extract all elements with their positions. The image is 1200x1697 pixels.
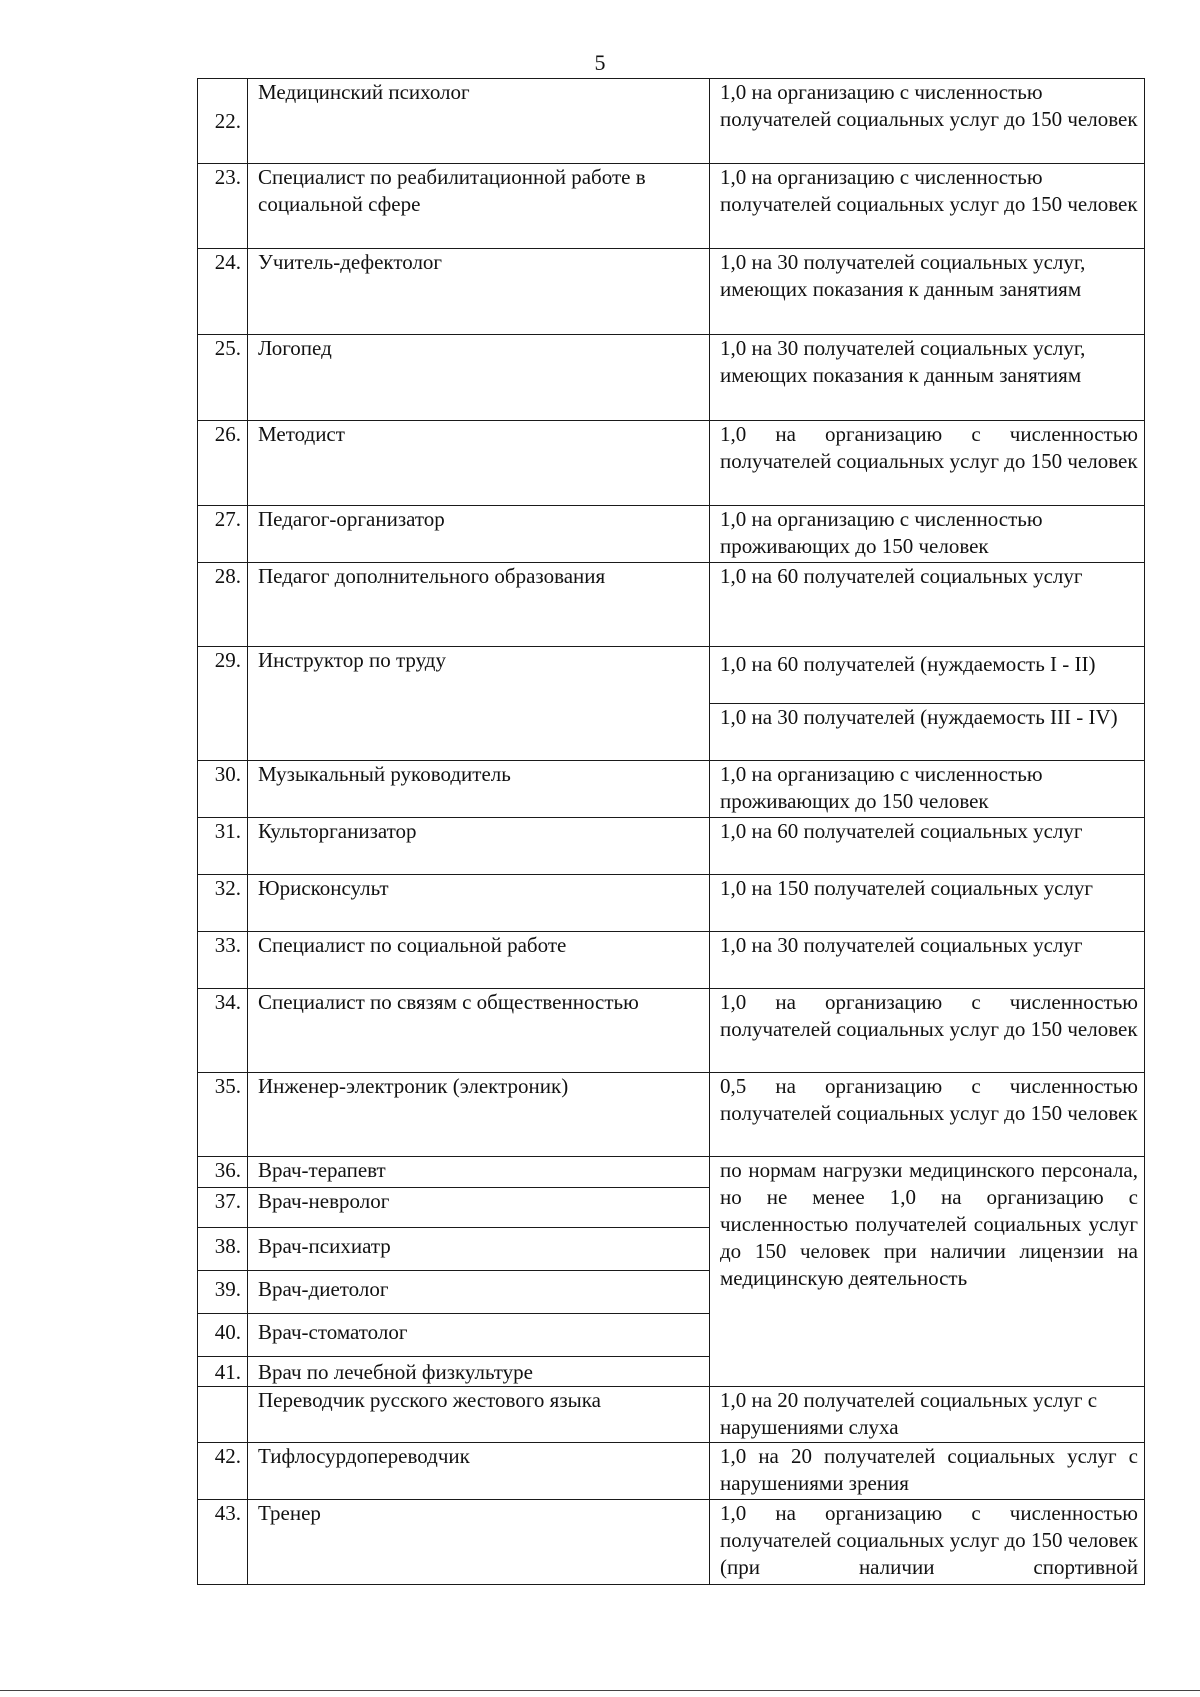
position-cell: Медицинский психолог — [248, 79, 710, 164]
table-row — [198, 1157, 1145, 1188]
norm-cell: 1,0 на 30 получателей социальных услуг — [710, 932, 1145, 989]
row-number: 30. — [198, 761, 248, 818]
position-cell: Переводчик русского жестового языка — [248, 1387, 710, 1443]
row-number: 28. — [198, 563, 248, 647]
table-row — [198, 647, 1145, 704]
row-number: 29. — [198, 647, 248, 761]
row-number: 40. — [198, 1314, 248, 1357]
table-row — [198, 932, 1145, 989]
position-cell: Инструктор по труду — [248, 647, 710, 761]
row-number: 36. — [198, 1157, 248, 1188]
row-number: 34. — [198, 989, 248, 1073]
norm-cell: 1,0 на 30 получателей социальных услуг, имеющих показания к данным занятиям — [710, 335, 1145, 421]
position-cell: Инженер-электроник (электроник) — [248, 1073, 710, 1157]
norm-cell: 1,0 на организацию с численностью получателей социальных услуг до 150 человек — [710, 79, 1145, 164]
table-row — [198, 249, 1145, 335]
norm-cell: 1,0 на 60 получателей социальных услуг — [710, 563, 1145, 647]
norm-cell: 1,0 на организацию с численностью получателей социальных услуг до 150 человек — [710, 421, 1145, 506]
position-cell: Тренер — [248, 1500, 710, 1585]
table-row — [198, 818, 1145, 875]
row-number: 35. — [198, 1073, 248, 1157]
row-number: 27. — [198, 506, 248, 563]
position-cell: Врач-терапевт — [248, 1157, 710, 1188]
norm-cell: 0,5 на организацию с численностью получателей социальных услуг до 150 человек — [710, 1073, 1145, 1157]
norm-cell: 1,0 на организацию с численностью получателей социальных услуг до 150 человек — [710, 989, 1145, 1073]
table-row — [198, 506, 1145, 563]
position-cell: Логопед — [248, 335, 710, 421]
table-row — [198, 164, 1145, 249]
norm-cell: 1,0 на организацию с численностью проживающих до 150 человек — [710, 506, 1145, 563]
norm-cell: 1,0 на организацию с численностью получателей социальных услуг до 150 человек (при наличии спортивной — [710, 1500, 1145, 1585]
norm-cell: 1,0 на 60 получателей социальных услуг — [710, 818, 1145, 875]
row-number: 32. — [198, 875, 248, 932]
row-number: 33. — [198, 932, 248, 989]
row-number: 39. — [198, 1271, 248, 1314]
position-cell: Специалист по реабилитационной работе в социальной сфере — [248, 164, 710, 249]
norm-cell: 1,0 на 20 получателей социальных услуг с нарушениями зрения — [710, 1443, 1145, 1500]
norm-cell: 1,0 на 150 получателей социальных услуг — [710, 875, 1145, 932]
position-cell: Педагог дополнительного образования — [248, 563, 710, 647]
page-bottom-rule — [0, 1690, 1200, 1691]
position-cell: Врач-психиатр — [248, 1228, 710, 1271]
norm-cell: 1,0 на организацию с численностью проживающих до 150 человек — [710, 761, 1145, 818]
position-cell: Специалист по связям с общественностью — [248, 989, 710, 1073]
position-cell: Музыкальный руководитель — [248, 761, 710, 818]
row-number — [198, 1387, 248, 1443]
table-row — [198, 1443, 1145, 1500]
row-number: 43. — [198, 1500, 248, 1585]
row-number: 31. — [198, 818, 248, 875]
position-cell: Врач-диетолог — [248, 1271, 710, 1314]
position-cell: Учитель-дефектолог — [248, 249, 710, 335]
position-cell: Тифлосурдопереводчик — [248, 1443, 710, 1500]
row-number: 26. — [198, 421, 248, 506]
position-cell: Специалист по социальной работе — [248, 932, 710, 989]
norm-cell: 1,0 на 20 получателей социальных услуг с нарушениями слуха — [710, 1387, 1145, 1443]
row-number: 42. — [198, 1443, 248, 1500]
position-cell: Врач-невролог — [248, 1188, 710, 1228]
table-row — [198, 1500, 1145, 1585]
table-row — [198, 1387, 1145, 1443]
table-row — [198, 989, 1145, 1073]
position-cell: Педагог-организатор — [248, 506, 710, 563]
row-number: 41. — [198, 1357, 248, 1387]
table-row — [198, 1073, 1145, 1157]
norm-cell-extra: 1,0 на 30 получателей (нуждаемость III - IV) — [710, 704, 1145, 761]
table-row — [198, 875, 1145, 932]
doctors-norm-cell: по нормам нагрузки медицинского персонала, но не менее 1,0 на организацию с численностью получателей социальных услуг до 150 человек при наличии лицензии на медицинскую деятельность — [710, 1157, 1145, 1387]
table-row — [198, 563, 1145, 647]
norm-cell: 1,0 на 60 получателей (нуждаемость I - II) — [710, 647, 1145, 704]
staffing-norms-table — [197, 78, 1145, 1585]
position-cell: Методист — [248, 421, 710, 506]
table-row — [198, 761, 1145, 818]
row-number: 37. — [198, 1188, 248, 1228]
row-number: 38. — [198, 1228, 248, 1271]
row-number: 25. — [198, 335, 248, 421]
table-row — [198, 335, 1145, 421]
norm-cell: 1,0 на 30 получателей социальных услуг, имеющих показания к данным занятиям — [710, 249, 1145, 335]
table-row — [198, 79, 1145, 164]
position-cell: Юрисконсульт — [248, 875, 710, 932]
row-number: 23. — [198, 164, 248, 249]
position-cell: Культорганизатор — [248, 818, 710, 875]
page-number: 5 — [594, 50, 606, 75]
row-number: 22. — [198, 79, 248, 164]
norm-cell: 1,0 на организацию с численностью получателей социальных услуг до 150 человек — [710, 164, 1145, 249]
position-cell: Врач-стоматолог — [248, 1314, 710, 1357]
row-number: 24. — [198, 249, 248, 335]
position-cell: Врач по лечебной физкультуре — [248, 1357, 710, 1387]
table-row — [198, 421, 1145, 506]
